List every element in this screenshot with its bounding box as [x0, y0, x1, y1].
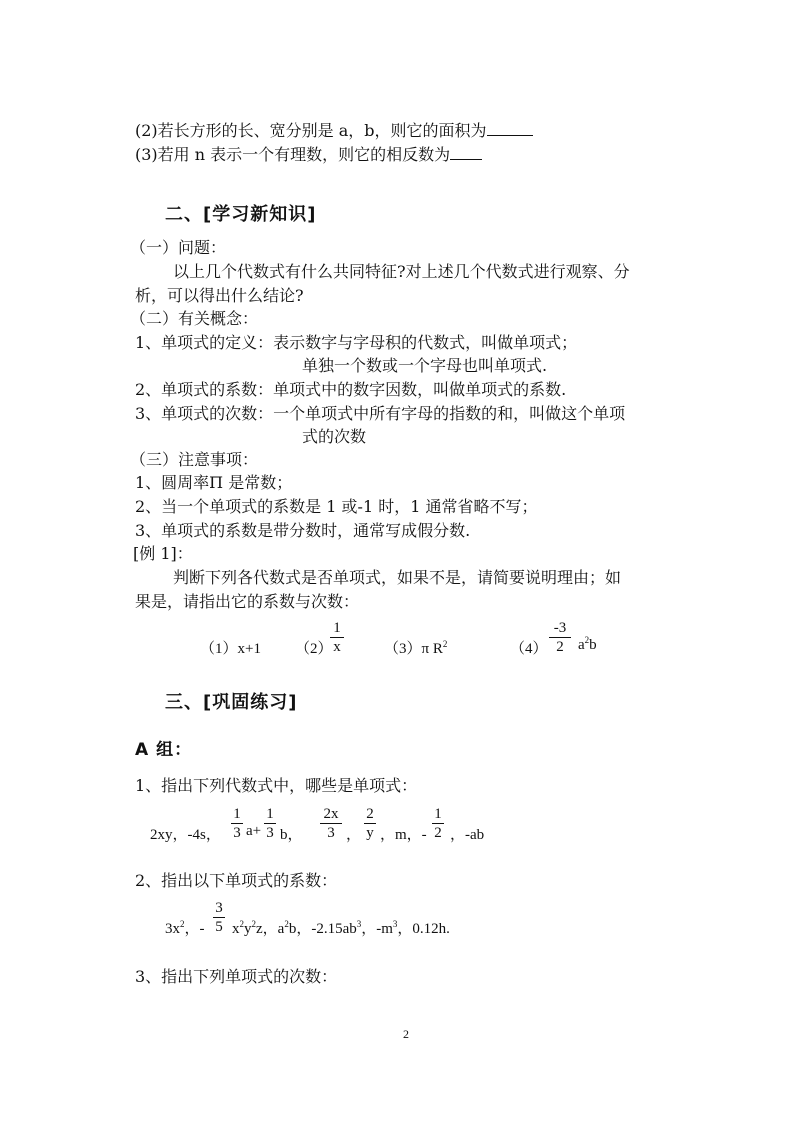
- a1-text: 2xy，-4s，: [150, 827, 221, 843]
- a1-text: ，: [346, 827, 362, 843]
- sub-heading-concepts: （二）有关概念：: [130, 309, 259, 328]
- a2-expression: $3x^2$，-: [165, 919, 205, 937]
- definition-1: 1、单项式的定义：表示数字与字母积的代数式，叫做单项式；: [135, 333, 578, 352]
- exercise-a1: 1、指出下列代数式中，哪些是单项式：: [135, 776, 418, 795]
- a1-text: b，: [280, 827, 303, 843]
- answer-blank[interactable]: [450, 145, 482, 160]
- definition-1-cont: 单独一个数或一个字母也叫单项式.: [302, 356, 548, 375]
- fraction-1-over-x: 1 x: [330, 620, 344, 655]
- a2-expression: $x^2y^2z$，$a^2b$，$-2.15ab^3$，$-m^3$，0.12h.: [232, 919, 450, 937]
- a1-text: ，m，-: [380, 827, 427, 843]
- a1-text: a+: [246, 823, 262, 839]
- section-heading-3: 三、[巩固练习]: [165, 692, 298, 713]
- fraction: 2 y: [364, 806, 376, 841]
- example-1-line: 判断下列各代数式是否单项式，如果不是，请简要说明理由；如: [173, 568, 622, 587]
- question-2-text: (2)若长方形的长、宽分别是 a，b，则它的面积为: [135, 121, 487, 140]
- fraction: 3 5: [213, 900, 225, 935]
- page-number: 2: [403, 1027, 409, 1041]
- exercise-a3: 3、指出下列单项式的次数：: [135, 967, 338, 986]
- question-3: [135, 145, 482, 165]
- fraction: 1 3: [231, 806, 243, 841]
- example-1-label: [例 1]：: [133, 544, 193, 563]
- answer-blank[interactable]: [487, 121, 533, 136]
- fraction: 1 2: [432, 806, 444, 841]
- definition-3-cont: 式的次数: [302, 427, 367, 446]
- note-1: 1、圆周率Π 是常数；: [135, 473, 293, 492]
- group-a-heading: A 组：: [135, 740, 193, 760]
- paragraph-line: 析，可以得出什么结论?: [135, 286, 304, 305]
- section-heading-2: 二、[学习新知识]: [165, 204, 317, 225]
- definition-3: 3、单项式的次数：一个单项式中所有字母的指数的和，叫做这个单项: [135, 404, 626, 423]
- example-item-2-label: （2）: [295, 641, 333, 657]
- note-3: 3、单项式的系数是带分数时，通常写成假分数.: [135, 521, 471, 540]
- fraction-neg3-over-2: -3 2: [549, 620, 571, 655]
- sub-heading-problem: （一）问题：: [130, 238, 227, 257]
- definition-2: 2、单项式的系数：单项式中的数字因数，叫做单项式的系数.: [135, 380, 567, 399]
- exercise-a2: 2、指出以下单项式的系数：: [135, 871, 338, 890]
- note-2: 2、当一个单项式的系数是 1 或-1 时，1 通常省略不写；: [135, 497, 538, 516]
- example-item-1: （1）x+1: [200, 641, 261, 657]
- example-item-3: （3）π $R^2$: [384, 639, 448, 657]
- paragraph-line: 以上几个代数式有什么共同特征?对上述几个代数式进行观察、分: [173, 262, 630, 281]
- example-1-line: 果是，请指出它的系数与次数：: [135, 592, 360, 611]
- question-3-text: (3)若用 n 表示一个有理数，则它的相反数为: [135, 145, 451, 164]
- example-item-4-expr: $a^2b$: [578, 635, 597, 653]
- fraction: 2x 3: [320, 806, 342, 841]
- a1-text: ，-ab: [450, 827, 485, 843]
- question-2: [135, 121, 533, 141]
- example-item-4-label: （4）: [510, 641, 548, 657]
- fraction: 1 3: [264, 806, 276, 841]
- sub-heading-notes: （三）注意事项：: [130, 450, 259, 469]
